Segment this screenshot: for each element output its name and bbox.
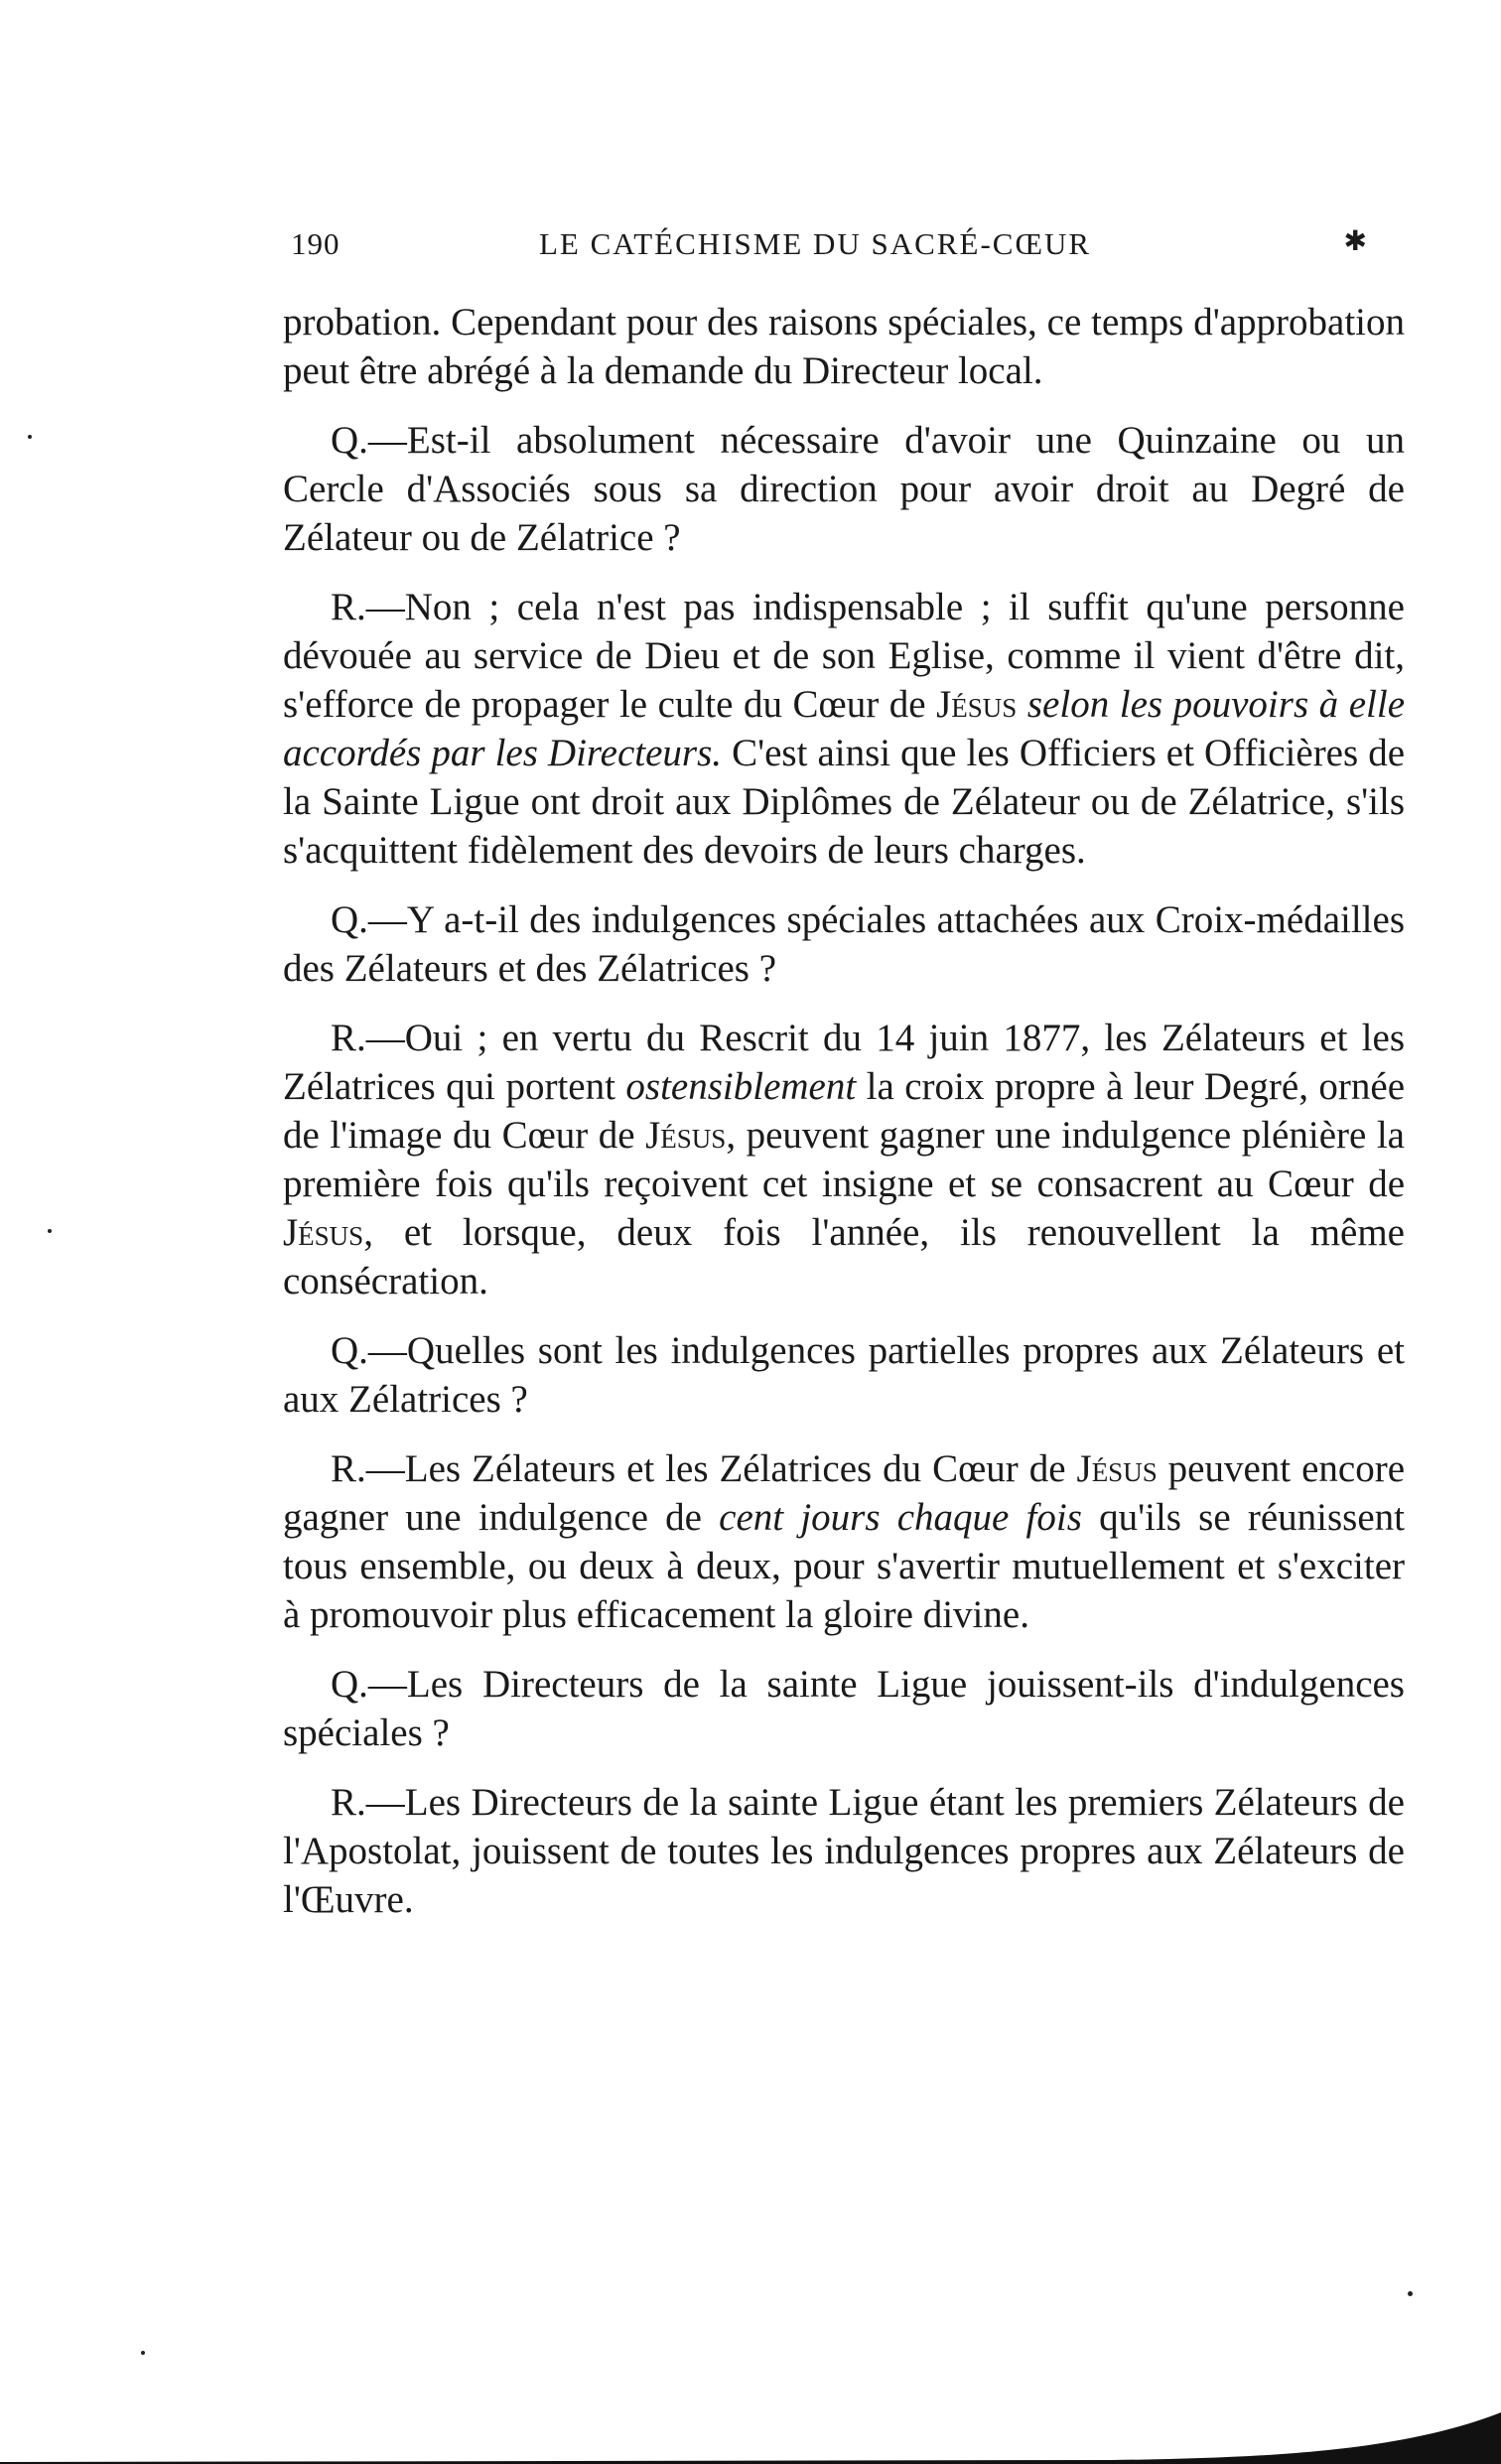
ink-speck	[48, 1229, 52, 1233]
small-caps-text: Jésus	[936, 683, 1018, 726]
page-number: 190	[291, 226, 341, 261]
text-segment: C'est ainsi que les Officiers et Officières de la Sainte Ligue ont droit aux Diplômes de Zélateur ou de Zélatrice, s'ils s'acquittent fidèlement des devoirs de leurs charges.	[283, 732, 1406, 872]
paragraph	[283, 298, 1405, 395]
paragraph	[283, 1014, 1405, 1305]
running-header	[291, 226, 1368, 276]
ink-speck	[28, 435, 32, 439]
text-segment: la croix propre à leur Degré, ornée de l'image du Cœur de	[283, 1065, 1405, 1157]
text-segment	[1017, 683, 1027, 726]
text-segment: R.—Oui ; en vertu du Rescrit du 14 juin 1877, les Zélateurs et les Zélatrices qui portent	[283, 1017, 1405, 1108]
small-caps-text: Jésus	[283, 1211, 364, 1254]
small-caps-text: Jésus	[645, 1114, 727, 1157]
italic-text: selon les pouvoirs à elle accordés par les Directeurs.	[283, 683, 1406, 774]
paragraph	[283, 583, 1405, 875]
asterisk-ornament-icon: ✱	[1343, 226, 1368, 257]
paragraph	[283, 416, 1405, 562]
paragraph	[283, 895, 1405, 993]
text-segment: , peuvent gagner une indulgence plénière la première fois qu'ils reçoivent cet insigne et se consacrent au Cœur de	[283, 1114, 1405, 1205]
italic-text: ostensiblement	[625, 1065, 857, 1108]
ink-speck	[141, 2351, 145, 2355]
text-segment: R.—Les Directeurs de la sainte Ligue étant les premiers Zélateurs de l'Apostolat, jouissent de toutes les indulgences propres aux Zélateurs de l'Œuvre.	[283, 1781, 1405, 1921]
body-text	[283, 298, 1405, 1945]
ink-speck	[1408, 2291, 1413, 2296]
text-segment: , et lorsque, deux fois l'année, ils renouvellent la même consécration.	[283, 1211, 1405, 1302]
small-caps-text: Jésus	[1076, 1447, 1158, 1490]
text-segment: Q.—Quelles sont les indulgences partielles propres aux Zélateurs et aux Zélatrices ?	[283, 1329, 1405, 1421]
text-segment: Q.—Y a-t-il des indulgences spéciales attachées aux Croix-médailles des Zélateurs et des Zélatrices ?	[283, 898, 1405, 990]
text-segment: R.—Non ; cela n'est pas indispensable ; il suffit qu'une personne dévouée au service de Dieu et de son Eglise, comme il vient d'être dit, s'efforce de propager le culte du Cœur de	[283, 586, 1405, 726]
page-edge-shadow	[0, 2404, 1501, 2464]
text-segment: Q.—Les Directeurs de la sainte Ligue jouissent-ils d'indulgences spéciales ?	[283, 1663, 1405, 1754]
paragraph	[283, 1778, 1405, 1924]
paragraph	[283, 1326, 1405, 1424]
text-segment: probation. Cependant pour des raisons spéciales, ce temps d'approbation peut être abrégé à la demande du Directeur local.	[283, 301, 1405, 392]
text-segment: peuvent encore gagner une indulgence de	[283, 1447, 1406, 1539]
text-segment: R.—Les Zélateurs et les Zélatrices du Cœur de	[331, 1447, 1077, 1490]
text-segment: Q.—Est-il absolument nécessaire d'avoir une Quinzaine ou un Cercle d'Associés sous sa direction pour avoir droit au Degré de Zélateur ou de Zélatrice ?	[283, 419, 1405, 559]
paragraph	[283, 1444, 1405, 1639]
text-segment: qu'ils se réunissent tous ensemble, ou deux à deux, pour s'avertir mutuellement et s'exciter à promouvoir plus efficacement la gloire divine.	[283, 1496, 1405, 1636]
italic-text: cent jours chaque fois	[719, 1496, 1082, 1539]
running-title: LE CATÉCHISME DU SACRÉ-CŒUR	[539, 226, 1092, 261]
paragraph	[283, 1660, 1405, 1757]
